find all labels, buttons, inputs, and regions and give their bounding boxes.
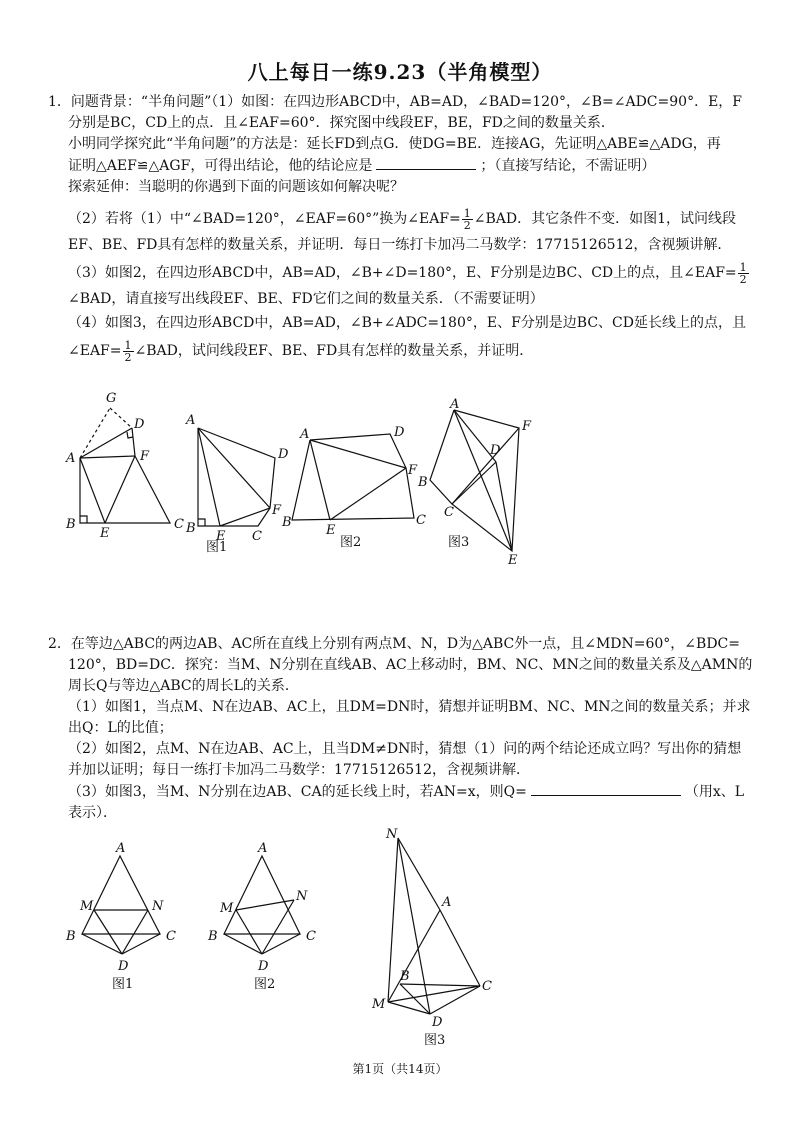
q1-figure-1 <box>180 408 290 558</box>
point-label-c: C <box>174 517 184 532</box>
question-1-part2 <box>48 206 760 366</box>
q1-line: （4）如图3，在四边形ABCD中，AB=AD，∠B+∠ADC=180°，E、F分别是边BC、CD延长线上的点，且 <box>68 315 746 331</box>
point-label-a: A <box>116 841 126 856</box>
q2-line: （1）如图1，当点M、N在边AB、AC上，且DM=DN时，猜想并证明BM、NC、MN之间的数量关系；并求 <box>68 699 751 715</box>
point-label-d: D <box>432 1015 443 1030</box>
point-label-n: N <box>386 827 398 842</box>
point-label-d: D <box>134 417 145 432</box>
point-label-a: A <box>300 427 310 442</box>
q2-text: （用x、L <box>684 784 745 800</box>
point-label-a: A <box>66 451 76 466</box>
point-label-c: C <box>166 929 176 944</box>
q2-figure-3 <box>364 826 514 1052</box>
point-label-d: D <box>394 425 405 440</box>
figure-caption: 图3 <box>424 1033 446 1048</box>
point-label-d: D <box>258 959 269 974</box>
q2-line: 出Q：L的比值； <box>68 720 173 736</box>
q2-line: 并加以证明；每日一练打卡加冯二马数学：17715126512，含视频讲解． <box>68 762 530 778</box>
point-label-b: B <box>66 517 76 532</box>
q1-line: 探索延伸：当聪明的你遇到下面的问题该如何解决呢？ <box>68 179 404 195</box>
figure-caption: 图1 <box>112 977 134 992</box>
fraction-one-half: $\frac{1}{2}$ <box>739 260 747 286</box>
q2-text: （3）如图3，当M、N分别在边AB、CA的延长线上时，若AN=x，则Q= <box>68 784 527 800</box>
point-label-d: D <box>118 959 129 974</box>
q1-figure-2 <box>282 412 432 552</box>
q1-line: EF、BE、FD具有怎样的数量关系，并证明．每日一练打卡加冯二马数学：17715126512，含视频讲解． <box>68 237 732 253</box>
point-label-f: F <box>522 419 532 434</box>
point-label-b: B <box>282 515 292 530</box>
page-title: 八上每日一练9.23（半角模型） <box>247 60 553 84</box>
point-label-c: C <box>416 513 426 528</box>
q1-text: 证明△AEF≌△AGF，可得出结论，他的结论应是 <box>68 158 373 174</box>
q1-line: ∠BAD，请直接写出线段EF、BE、FD它们之间的数量关系．（不需要证明） <box>68 291 544 307</box>
point-label-e: E <box>508 553 518 568</box>
point-label-d: D <box>490 443 501 458</box>
point-label-m: M <box>220 901 234 916</box>
point-label-a: A <box>450 397 460 412</box>
q2-line: 表示）． <box>68 805 117 821</box>
q1-line <box>48 155 760 177</box>
point-label-b: B <box>208 929 218 944</box>
point-label-c: C <box>482 979 492 994</box>
point-label-f: F <box>140 449 150 464</box>
q2-figure-2 <box>200 838 330 998</box>
figure-caption: 图2 <box>340 535 362 550</box>
fraction-one-half: $\frac{1}{2}$ <box>463 206 471 232</box>
q2-line <box>48 781 760 803</box>
point-label-b: B <box>66 929 76 944</box>
point-label-b: B <box>186 521 196 536</box>
q1-figure-3 <box>414 396 554 566</box>
point-label-b: B <box>400 969 410 984</box>
point-label-e: E <box>100 526 110 541</box>
point-label-m: M <box>80 899 94 914</box>
q2-figure-1 <box>62 838 192 998</box>
q1-line: 分别是BC，CD上的点．且∠EAF=60°．探究图中线段EF，BE，FD之间的数量关系． <box>68 115 615 131</box>
question-2 <box>48 634 760 824</box>
point-label-a: A <box>442 895 452 910</box>
point-label-n: N <box>152 899 164 914</box>
point-label-f: F <box>272 503 282 518</box>
q2-line: 2．在等边△ABC的两边AB、AC所在直线上分别有两点M、N，D为△ABC外一点，且∠MDN=60°，∠BDC= <box>48 636 740 652</box>
point-label-c: C <box>306 929 316 944</box>
q2-line: 周长Q与等边△ABC的周长L的关系． <box>68 678 299 694</box>
q2-line: 120°，BD=DC．探究：当M、N分别在直线AB、AC上移动时，BM、NC、MN之间的数量关系及△AMN的 <box>68 657 753 673</box>
q1-text: ∠EAF= <box>68 343 122 359</box>
q1-line <box>48 258 760 288</box>
q1-line <box>48 336 760 366</box>
point-label-c: C <box>444 505 454 520</box>
q1-line <box>48 206 760 232</box>
point-label-f: F <box>408 463 418 478</box>
fraction-one-half: $\frac{1}{2}$ <box>124 338 132 364</box>
q1-text: ；（直接写结论，不需证明） <box>480 158 656 174</box>
point-label-e: E <box>216 529 226 544</box>
point-label-d: D <box>278 447 289 462</box>
point-label-b: B <box>418 475 428 490</box>
q1-text: （2）若将（1）中“∠BAD=120°，∠EAF=60°”换为∠EAF= <box>68 211 461 227</box>
q1-line: 小明同学探究此“半角问题”的方法是：延长FD到点G．使DG=BE．连接AG，先证明△ABE≌△ADG，再 <box>68 136 721 152</box>
answer-blank[interactable] <box>531 781 681 796</box>
q1-line: 1．问题背景：“半角问题”（1）如图：在四边形ABCD中，AB=AD，∠BAD=120°，∠B=∠ADC=90°．E，F <box>48 94 742 110</box>
figure-caption: 图1 <box>206 540 228 555</box>
point-label-a: A <box>186 413 196 428</box>
point-label-n: N <box>296 889 308 904</box>
point-label-c: C <box>252 529 262 544</box>
figure-caption: 图3 <box>448 535 470 550</box>
q1-text: （3）如图2，在四边形ABCD中，AB=AD，∠B+∠D=180°，E、F分别是边BC、CD上的点，且∠EAF= <box>68 265 737 281</box>
point-label-g: G <box>106 391 117 406</box>
q1-text: ∠BAD．其它条件不变．如图1，试问线段 <box>473 211 737 227</box>
point-label-e: E <box>326 523 336 538</box>
question-1 <box>48 92 760 198</box>
point-label-a: A <box>258 841 268 856</box>
point-label-m: M <box>372 997 386 1012</box>
figure-caption: 图2 <box>254 977 276 992</box>
q2-line: （2）如图2，点M、N在边AB、AC上，且当DM≠DN时，猜想（1）问的两个结论还成立吗？写出你的猜想 <box>68 741 742 757</box>
page-footer: 第1页（共14页） <box>352 1062 448 1076</box>
answer-blank[interactable] <box>376 155 476 170</box>
q1-text: ∠BAD，试问线段EF、BE、FD具有怎样的数量关系，并证明． <box>134 343 534 359</box>
q1-figure-intro <box>60 388 190 541</box>
